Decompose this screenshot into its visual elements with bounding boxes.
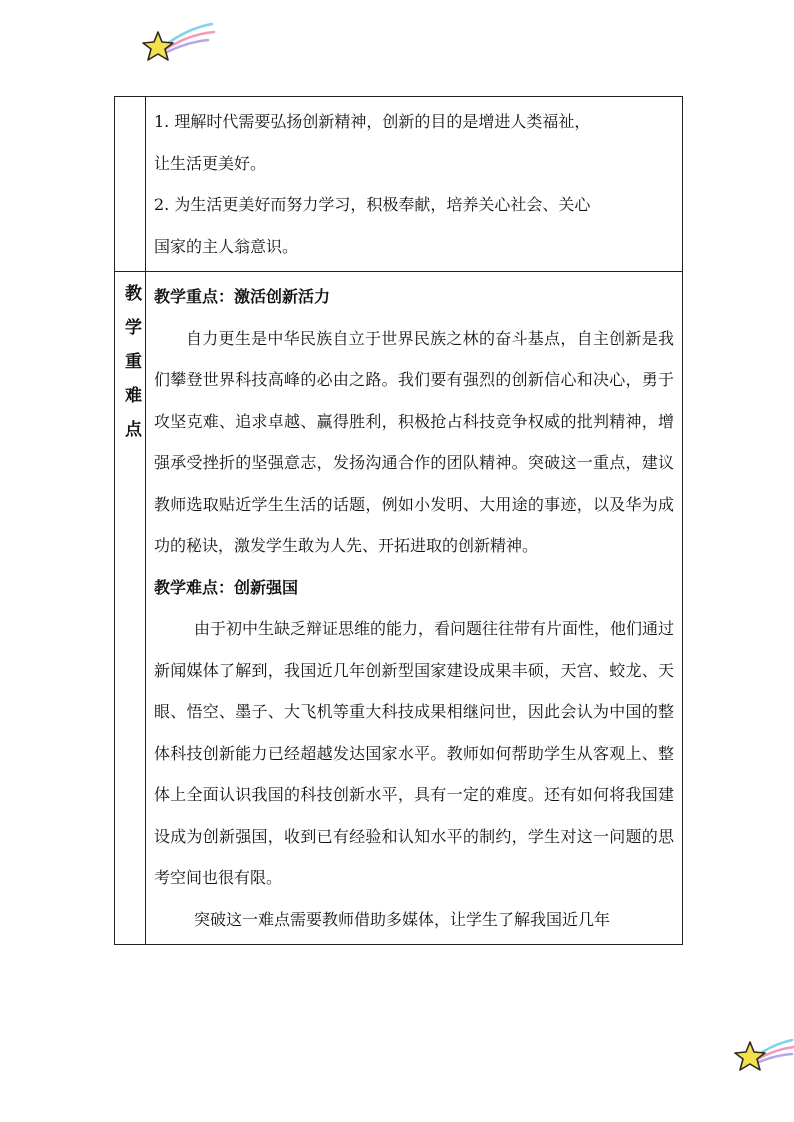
key-difficult-points-row [115,272,683,945]
goals-side-cell [115,97,146,272]
teaching-goals-row [115,97,683,272]
key-point-heading: 教学重点：激活创新活力 [154,287,331,306]
difficult-point-heading: 教学难点：创新强国 [154,577,299,597]
focus-side-cell [115,272,146,945]
shooting-star-icon [730,1030,794,1074]
goal-item-2-line-2: 国家的主人翁意识。 [154,236,299,256]
side-label-key-difficult-points: 教学重难点 [121,284,141,454]
goal-item-1-line-1: 1. 理解时代需要弘扬创新精神，创新的目的是增进人类福祉， [154,112,591,131]
key-point-text: 自力更生是中华民族自立于世界民族之林的奋斗基点，自主创新是我们攀登世界科技高峰的必由之路。我们要有强烈的创新信心和决心，勇于攻坚克难、追求卓越、赢得胜利，积极抢占科技竞争权威的批判精神，增强承受挫折的坚强意志，发扬沟通合作的团队精神。突破这一重点，建议教师选取贴近学生生活的话题，例如小发明、大用途的事迹，以及华为成功的秘诀，激发学生敢为人先、开拓进取的创新精神。 [154,328,674,555]
difficult-point-text: 由于初中生缺乏辩证思维的能力，看问题往往带有片面性，他们通过新闻媒体了解到，我国近几年创新型国家建设成果丰硕，天宫、蛟龙、天眼、悟空、墨子、大飞机等重大科技成果相继问世，因此会认为中国的整体科技创新能力已经超越发达国家水平。教师如何帮助学生从客观上、整体上全面认识我国的科技创新水平，具有一定的难度。还有如何将我国建设成为创新强国，收到已有经验和认知水平的制约，学生对这一问题的思考空间也很有限。 [154,619,675,887]
goal-item-1-line-2: 让生活更美好。 [154,153,267,173]
goals-content-cell [146,97,683,272]
focus-content-cell [146,272,683,945]
shooting-star-icon [138,18,218,62]
difficult-point-text-continued: 突破这一难点需要教师借助多媒体，让学生了解我国近几年 [194,909,611,929]
lesson-plan-table [114,96,683,945]
goal-item-2-line-1: 2. 为生活更美好而努力学习，积极奉献，培养关心社会、关心 [154,195,591,214]
